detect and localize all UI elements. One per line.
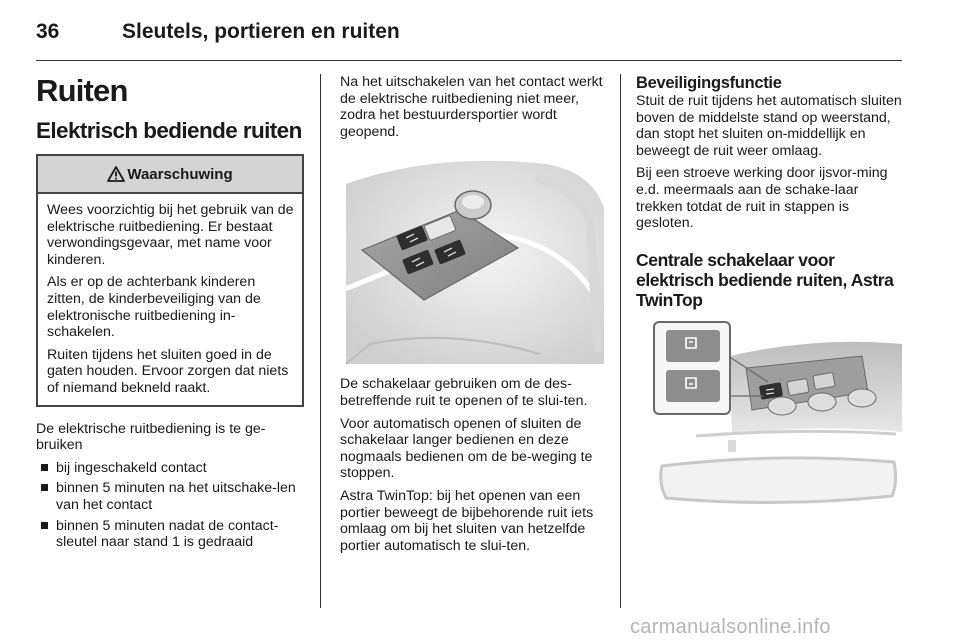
column-3 [636, 74, 904, 526]
bullet-icon [41, 464, 48, 471]
list-item: binnen 5 minuten nadat de contact-sleutel naar stand 1 is gedraaid [36, 518, 304, 551]
watermark: carmanualsonline.info [630, 616, 831, 638]
column-1 [36, 74, 304, 555]
warning-triangle-icon [107, 166, 125, 182]
column-divider [320, 74, 321, 608]
list-item: binnen 5 minuten na het uitschake-len van het contact [36, 480, 304, 513]
warning-label: Waarschuwing [127, 165, 233, 183]
header-rule [36, 60, 902, 61]
bullet-icon [41, 522, 48, 529]
section-subtitle: Elektrisch bediende ruiten [36, 118, 302, 143]
running-title: Sleutels, portieren en ruiten [122, 20, 400, 43]
column-divider [620, 74, 621, 608]
security-heading: Beveiligingsfunctie [636, 74, 782, 92]
body-paragraph: Astra TwinTop: bij het openen van een portier beweegt de bijbehorende ruit iets omlaag om bij het sluiten van hetzelfde portier automatisch te slui-ten. [340, 487, 594, 554]
page-header [36, 14, 902, 54]
warning-box [36, 154, 304, 407]
ignition-off-text: Na het uitschakelen van het contact werkt de elektrische ruitbediening niet meer, zodra het bestuurdersportier wordt geopend. [340, 74, 603, 140]
body-paragraph: De schakelaar gebruiken om de des-betreffende ruit te openen of te slui-ten. [340, 376, 588, 409]
central-switch-heading: Centrale schakelaar voor elektrisch bediende ruiten, Astra TwinTop [636, 249, 894, 310]
usage-intro: De elektrische ruitbediening is te ge-bruiken [36, 420, 266, 454]
body-paragraph: Voor automatisch openen of sluiten de schakelaar langer bedienen en deze nogmaals bedienen om de be-weging te stoppen. [340, 415, 593, 482]
central-window-switch-illustration [636, 316, 902, 526]
warning-body [38, 194, 302, 405]
section-title: Ruiten [36, 73, 128, 108]
bullet-icon [41, 484, 48, 491]
warning-paragraph: Wees voorzichtig bij het gebruik van de elektrische ruitbediening. Er bestaat verwondingsgevaar, met name voor kinderen. [47, 202, 294, 268]
warning-header [38, 156, 302, 194]
column-2 [340, 74, 606, 554]
list-item: bij ingeschakeld contact [36, 460, 304, 477]
usage-list [36, 460, 304, 551]
warning-paragraph: Als er op de achterbank kinderen zitten, de kinderbeveiliging van de elektronische ruitbediening in-schakelen. [47, 274, 261, 341]
body-paragraph: Stuit de ruit tijdens het automatisch sluiten boven de middelste stand op weerstand, dan stopt het sluiten on-middellijk en beweegt de ruit weer omlaag. [636, 93, 902, 159]
warning-paragraph: Ruiten tijdens het sluiten goed in de gaten houden. Ervoor zorgen dat niets of niemand bekneld raakt. [47, 346, 289, 396]
page-number: 36 [36, 20, 60, 43]
door-window-switch-illustration [340, 148, 606, 370]
body-paragraph: Bij een stroeve werking door ijsvor-ming e.d. meermaals aan de schake-laar trekken totdat de ruit in stappen is gesloten. [636, 165, 888, 232]
